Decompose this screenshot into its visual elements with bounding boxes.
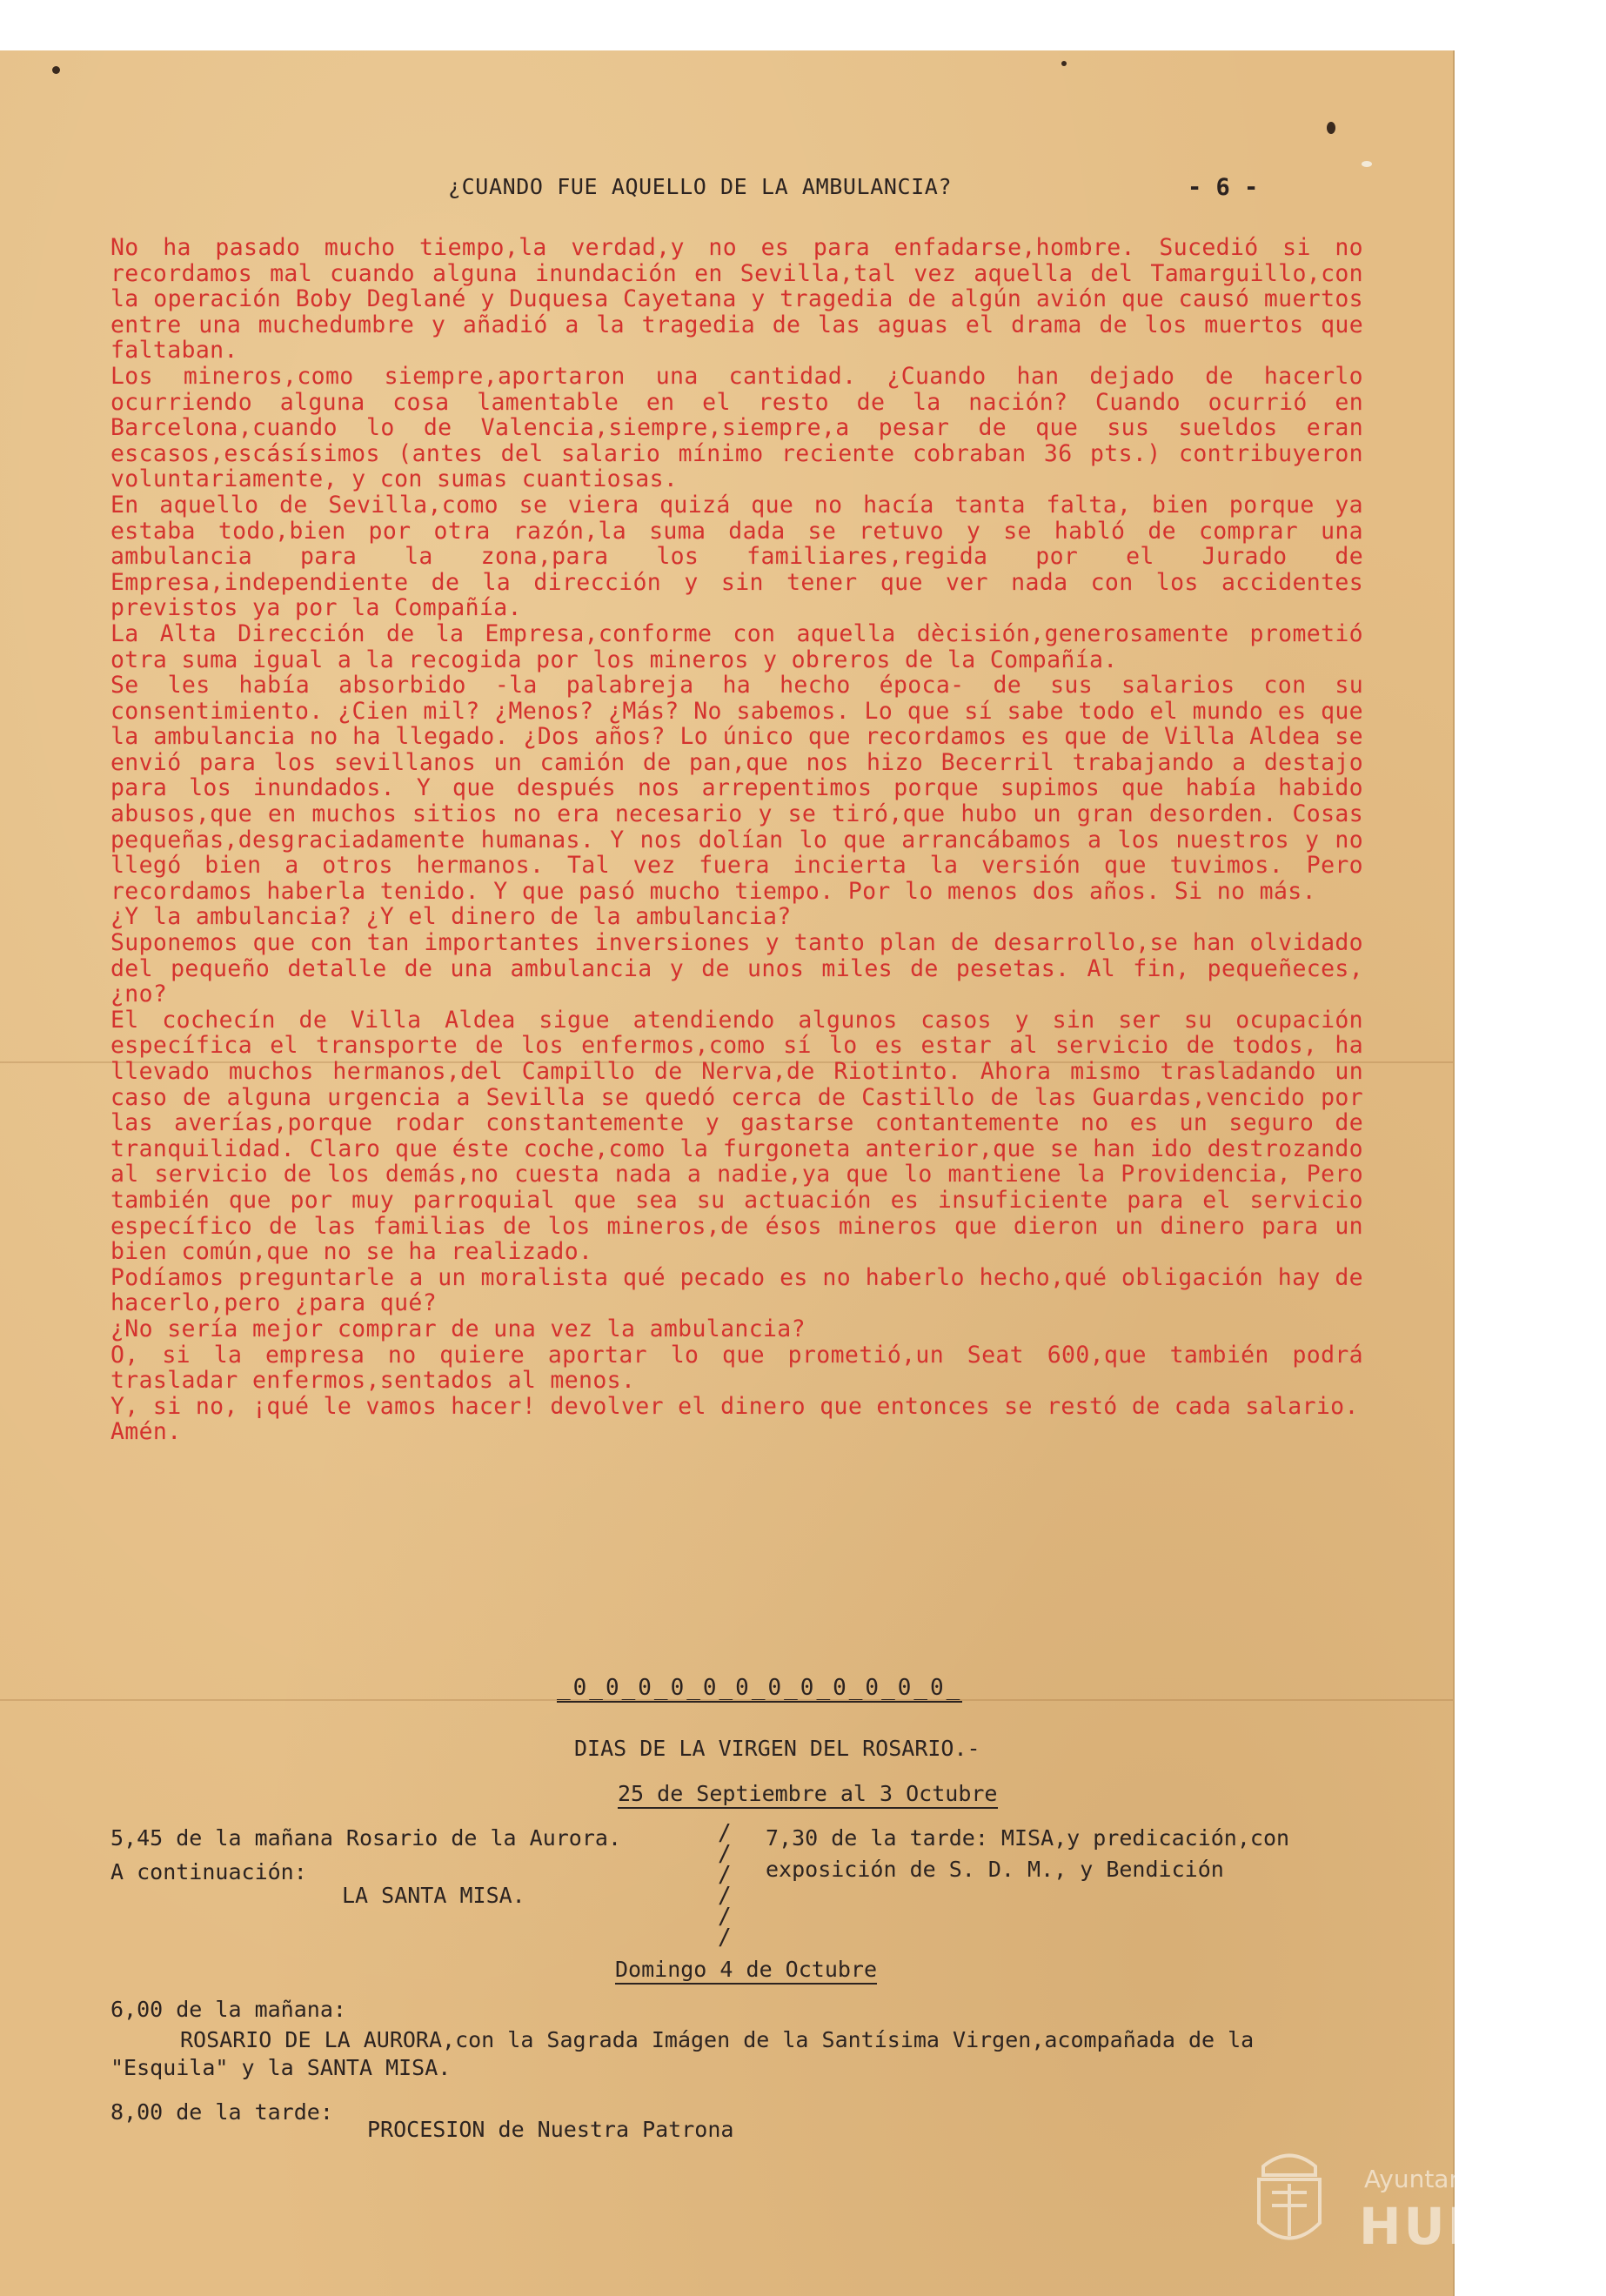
- article-paragraph: Y, si no, ¡qué le vamos hacer! devolver el dinero que entonces se restó de cada salario.: [110, 1392, 1359, 1420]
- paper-speck: [1327, 122, 1335, 134]
- paper-speck: [1061, 61, 1067, 66]
- rosary-heading: DIAS DE LA VIRGEN DEL ROSARIO.-: [574, 1736, 980, 1761]
- rosary-continuation-label: A continuación:: [110, 1859, 307, 1884]
- page-number: - 6 -: [1188, 174, 1259, 201]
- rosary-morning-line: 5,45 de la mañana Rosario de la Aurora.: [110, 1825, 621, 1851]
- article-closing: Amén.: [110, 1418, 182, 1446]
- sunday-heading: Domingo 4 de Octubre: [615, 1957, 877, 1985]
- article-paragraph: Podíamos preguntarle a un moralista qué pecado es no haberlo hecho,qué obligación hay de hacerlo,pero ¿para qué?: [110, 1263, 1363, 1317]
- article-paragraph: El cochecín de Villa Aldea sigue atendiendo algunos casos y sin ser su ocupación específica el transporte de los enfermos,como sí lo es estar al servicio de todos, ha llevado muchos hermanos,del Campillo de Nerva,de Riotinto. Ahora mismo trasladando un caso de alguna urgencia a Sevilla se quedó cerca de Castillo de las Guardas,vencido por las averías,porque rodar constantemente y gastarse contantemente no es un seguro de tranquilidad. Claro que éste coche,como la furgoneta anterior,que se han ido destrozando al servicio de los demás,no cuesta nada a nadie,ya que lo mantiene la Providencia, Pero también que por muy parroquial que sea su actuación es insuficiente para el servicio específico de las familias de los mineros,de ésos mineros que dieron un dinero para un bien común,que no se ha realizado.: [110, 1006, 1363, 1266]
- sunday-morning-desc: ROSARIO DE LA AURORA,con la Sagrada Imágen de la Santísima Virgen,acompañada de la: [180, 2027, 1255, 2052]
- sunday-evening-time: 8,00 de la tarde:: [110, 2099, 333, 2125]
- sunday-evening-desc: PROCESION de Nuestra Patrona: [367, 2117, 734, 2142]
- article-paragraph: O, si la empresa no quiere aportar lo que prometió,un Seat 600,que también podrá trasladar enfermos,sentados al menos.: [110, 1341, 1363, 1395]
- article-paragraph: ¿Y la ambulancia? ¿Y el dinero de la ambulancia?: [110, 903, 792, 931]
- sunday-morning-desc-cont: "Esquila" y la SANTA MISA.: [110, 2055, 452, 2080]
- sunday-morning-time: 6,00 de la mañana:: [110, 1997, 346, 2022]
- article-paragraph: En aquello de Sevilla,como se viera quizá que no hacía tanta falta, bien porque ya estaba todo,bien por otra razón,la suma dada se retuvo y se habló de comprar una ambulancia para la zona,para los familiares,regida por el Jurado de Empresa,independiente de la dirección y sin tener que ver nada con los accidentes previstos ya por la Compañía.: [110, 491, 1363, 622]
- article-body: [110, 235, 1363, 1445]
- rosary-dates: 25 de Septiembre al 3 Octubre: [618, 1781, 998, 1809]
- article-paragraph: Se les había absorbido -la palabreja ha hecho época- de sus salarios con su consentimiento. ¿Cien mil? ¿Menos? ¿Más? No sabemos. Lo que sí sabe todo el mundo es que la ambulancia no ha llegado. ¿Dos años? Lo único que recordamos es que de Villa Aldea se envió para los sevillanos un camión de pan,que nos hizo Becerril trabajando a destajo para los inundados. Y que después nos arrepentimos porque supimos que había habido abusos,que en muchos sitios no era necesario y se tiró,que hubo un gran desorden. Cosas pequeñas,desgraciadamente humanas. Y nos dolían lo que arrancábamos a los nuestros y no llegó bien a otros hermanos. Tal vez fuera incierta la versión que tuvimos. Pero recordamos haberla tenido. Y que pasó mucho tiempo. Por lo menos dos años. Si no más.: [110, 672, 1363, 905]
- article-title: ¿CUANDO FUE AQUELLO DE LA AMBULANCIA?: [448, 174, 953, 199]
- paper-speck: [52, 66, 60, 74]
- article-paragraph: ¿No sería mejor comprar de una vez la ambulancia?: [110, 1315, 806, 1342]
- paper-speck: [1362, 161, 1372, 167]
- city-emblem-icon: [1246, 2140, 1333, 2258]
- article-paragraph: Suponemos que con tan importantes inversiones y tanto plan de desarrollo,se han olvidado del pequeño detalle de una ambulancia y de unos miles de pesetas. Al fin, pequeñeces, ¿no?: [110, 929, 1363, 1008]
- rosary-evening-line: 7,30 de la tarde: MISA,y predicación,con: [766, 1825, 1290, 1851]
- column-divider: / / / / / /: [718, 1820, 732, 1951]
- watermark-line-2: HUELVA: [1359, 2197, 1593, 2256]
- article-paragraph: La Alta Dirección de la Empresa,conforme con aquella dècisión,generosamente prometió otra suma igual a la recogida por los mineros y obreros de la Compañía.: [110, 619, 1363, 673]
- article-paragraph: Los mineros,como siempre,aportaron una cantidad. ¿Cuando han dejado de hacerlo ocurriendo alguna cosa lamentable en el resto de la nación? Cuando ocurrió en Barcelona,cuando lo de Valencia,siempre,siempre,a pesar de que sus sueldos eran escasos,escásísimos (antes del salario mínimo reciente cobraban 36 pts.) contribuyeron voluntariamente, y con sumas cuantiosas.: [110, 362, 1363, 493]
- rosary-mass-label: LA SANTA MISA.: [342, 1883, 525, 1908]
- article-paragraph: No ha pasado mucho tiempo,la verdad,y no es para enfadarse,hombre. Sucedió si no recordamos mal cuando alguna inundación en Sevilla,tal vez aquella del Tamarguillo,con la operación Boby Deglané y Duquesa Cayetana y tragedia de algún avión que causó muertos entre una muchedumbre y añadió a la tragedia de las aguas el drama de los muertos que faltaban.: [110, 234, 1363, 365]
- rosary-exposition-line: exposición de S. D. M., y Bendición: [766, 1857, 1224, 1882]
- section-separator: _0_0_0_0_0_0_0_0_0_0_0_0_: [557, 1675, 963, 1701]
- watermark-line-1: Ayuntamiento de: [1364, 2165, 1573, 2193]
